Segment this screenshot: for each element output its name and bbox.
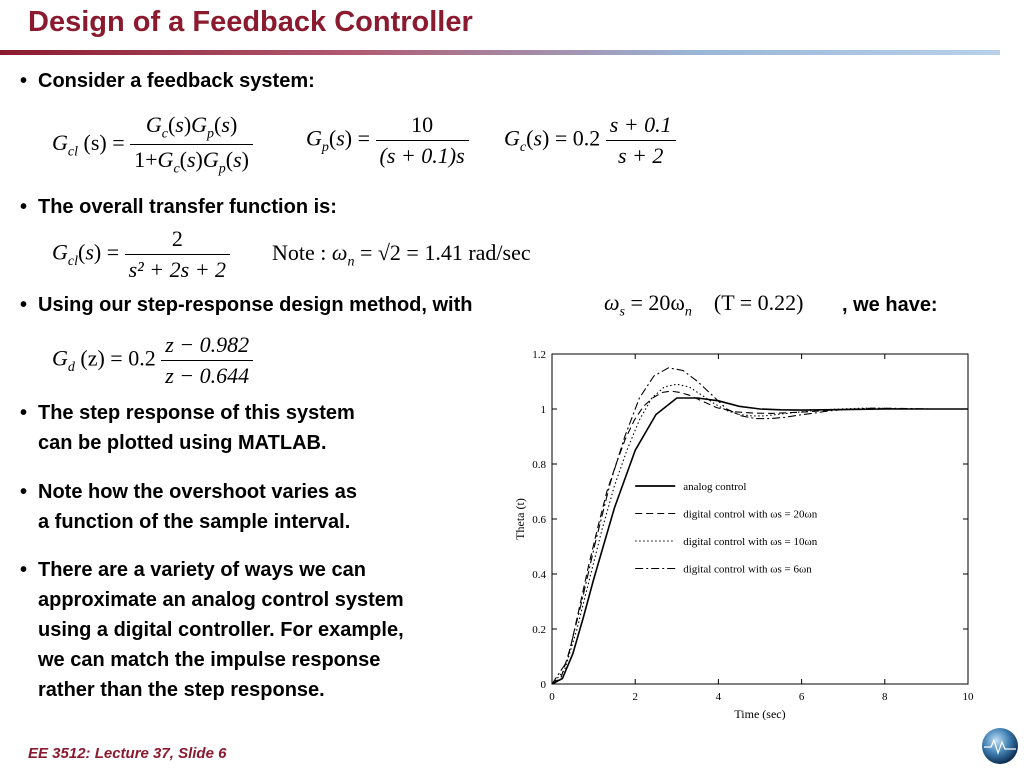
y-tick-label: 0.2 bbox=[532, 624, 546, 636]
digital-controller-equation bbox=[52, 332, 253, 389]
bullet-consider bbox=[20, 66, 315, 96]
plant-equation: $G_p(s)$ = $\frac{10}{(s + 0.1)s}$ bbox=[306, 112, 469, 169]
bullet-text: a function of the sample interval. bbox=[38, 511, 351, 533]
y-tick-label: 0.8 bbox=[532, 459, 546, 471]
eq-symbol: G bbox=[202, 147, 219, 173]
eq-rhs: = 20ω bbox=[630, 290, 685, 315]
x-tick-label: 4 bbox=[715, 691, 722, 703]
legend-label: digital control with ωs = 20ωn bbox=[683, 508, 818, 521]
eq-subscript: n bbox=[684, 304, 692, 320]
eq-symbol: G bbox=[157, 147, 174, 173]
bullet-design-method-tail bbox=[842, 290, 938, 320]
slide-footer: EE 3512: Lecture 37, Slide 6 bbox=[28, 745, 227, 762]
omega-symbol: ω bbox=[331, 240, 348, 265]
bullet-text: The step response of this system bbox=[38, 402, 355, 424]
controller-equation: $G_c(s) = 0.2$ $\frac{s + 0.1}{s + 2}$ bbox=[504, 112, 676, 169]
closed-loop-equation: $G_{cl}$ (s) = $\frac{G_c(s)G_p(s)}{1+G_c(s)G_p(s)}$ bbox=[52, 112, 253, 178]
y-tick-label: 1 bbox=[540, 404, 546, 416]
y-tick-label: 0.6 bbox=[532, 514, 546, 526]
bullet-text: rather than the step response. bbox=[38, 679, 325, 701]
natural-frequency-note bbox=[272, 240, 531, 270]
y-axis-label: Theta (t) bbox=[513, 498, 527, 540]
eq-denominator: z − 0.644 bbox=[165, 363, 250, 388]
x-tick-label: 8 bbox=[882, 691, 888, 703]
eq-denominator: s² + 2s + 2 bbox=[128, 257, 227, 282]
eq-coefficient: 0.2 bbox=[572, 125, 601, 151]
bullet-text: Using our step-response design method, with bbox=[38, 294, 473, 316]
bullet-marker: • bbox=[20, 196, 28, 218]
note-value: = √2 = 1.41 rad/sec bbox=[359, 240, 531, 265]
bullet-overall bbox=[20, 192, 337, 222]
bullet-text: can be plotted using MATLAB. bbox=[38, 432, 327, 454]
bullet-marker: • bbox=[20, 559, 28, 581]
y-tick-label: 1.2 bbox=[532, 349, 546, 361]
x-tick-label: 10 bbox=[962, 691, 974, 703]
eq-subscript: p bbox=[218, 161, 226, 177]
bullet-text: we can match the impulse response bbox=[38, 649, 381, 671]
bullet-variety bbox=[20, 555, 404, 705]
eq-subscript: cl bbox=[67, 253, 78, 269]
eq-arg: (z) = 0.2 bbox=[80, 345, 156, 371]
eq-prefix: 1+ bbox=[134, 147, 158, 173]
series-line bbox=[552, 384, 968, 684]
eq-subscript: cl bbox=[67, 144, 78, 160]
eq-subscript: d bbox=[67, 359, 75, 375]
eq-arg: (s) = bbox=[83, 129, 125, 155]
bullet-text: approximate an analog control system bbox=[38, 589, 404, 611]
overall-transfer-equation: $G_{cl}(s)$ = $\frac{2}{\text{s² + 2s + 2}}$ bbox=[52, 226, 230, 283]
legend-label: digital control with ωs = 6ωn bbox=[683, 563, 812, 576]
y-tick-label: 0 bbox=[540, 679, 546, 691]
series-line bbox=[552, 368, 968, 684]
x-axis-label: Time (sec) bbox=[734, 707, 786, 720]
x-tick-label: 0 bbox=[549, 691, 555, 703]
eq-subscript: s bbox=[619, 304, 625, 320]
globe-logo-icon bbox=[980, 726, 1020, 766]
note-label: Note : bbox=[272, 240, 327, 265]
eq-subscript: c bbox=[161, 126, 168, 142]
bullet-text: There are a variety of ways we can bbox=[38, 559, 366, 581]
eq-subscript: n bbox=[347, 254, 355, 270]
legend-label: digital control with ωs = 10ωn bbox=[683, 536, 818, 548]
eq-symbol: G bbox=[52, 345, 68, 371]
bullet-design-method bbox=[20, 290, 472, 320]
eq-subscript: p bbox=[321, 139, 329, 155]
legend-label: analog control bbox=[683, 481, 747, 493]
x-tick-label: 6 bbox=[798, 691, 805, 703]
bullet-text: using a digital controller. For example, bbox=[38, 619, 404, 641]
eq-denominator: s + 2 bbox=[617, 143, 664, 168]
step-response-chart bbox=[506, 342, 980, 720]
bullet-text: Note how the overshoot varies as bbox=[38, 481, 357, 503]
eq-symbol: G bbox=[191, 112, 208, 137]
bullet-marker: • bbox=[20, 294, 28, 316]
bullet-marker: • bbox=[20, 70, 28, 92]
sample-rate-equation bbox=[604, 290, 804, 320]
eq-symbol: G bbox=[52, 129, 68, 155]
eq-subscript: p bbox=[207, 126, 215, 142]
eq-subscript: c bbox=[173, 161, 180, 177]
bullet-marker: • bbox=[20, 481, 28, 503]
bullet-overshoot bbox=[20, 477, 357, 537]
bullet-text: , we have: bbox=[842, 294, 938, 316]
y-tick-label: 0.4 bbox=[532, 569, 546, 581]
eq-numerator: z − 0.982 bbox=[161, 332, 253, 361]
title-underline bbox=[0, 50, 1000, 55]
eq-denominator: (s + 0.1)s bbox=[379, 143, 465, 168]
eq-numerator: s + 0.1 bbox=[606, 112, 676, 141]
x-tick-label: 2 bbox=[632, 691, 638, 703]
bullet-marker: • bbox=[20, 402, 28, 424]
eq-numerator: 2 bbox=[125, 226, 230, 255]
eq-symbol: G bbox=[145, 112, 162, 137]
bullet-text: Consider a feedback system: bbox=[38, 70, 315, 92]
eq-subscript: c bbox=[519, 139, 527, 155]
slide-title: Design of a Feedback Controller bbox=[28, 6, 473, 38]
bullet-text: The overall transfer function is: bbox=[38, 196, 337, 218]
eq-numerator: 10 bbox=[376, 112, 469, 141]
bullet-step-response bbox=[20, 398, 355, 458]
omega-symbol: ω bbox=[604, 290, 620, 315]
sample-interval: (T = 0.22) bbox=[713, 290, 804, 315]
